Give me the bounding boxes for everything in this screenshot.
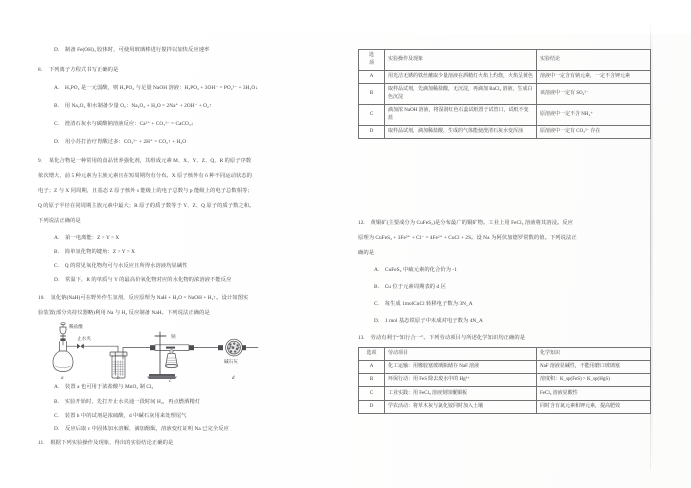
header-option-line1: 选	[368, 53, 374, 59]
q10-option-b-label: B.	[54, 399, 59, 405]
q8-option-b	[54, 104, 338, 110]
q12-option-c-text: 每生成 1molCuCl 转移电子数为 3N_A	[384, 301, 473, 307]
q9-number: 9.	[38, 158, 43, 164]
q9-option-d	[54, 278, 338, 284]
q12-option-a-text: CuFeS₂ 中硫元素的化合价为 -1	[385, 267, 457, 273]
q11-number: 11.	[38, 440, 45, 446]
q8-option-a	[54, 86, 338, 92]
row-a-option: A	[359, 70, 385, 83]
q12-option-c-label: C.	[374, 301, 379, 307]
header-project: 劳动项目	[385, 348, 537, 361]
q8-option-b-label: B.	[54, 103, 59, 109]
row-b-option: B	[359, 84, 385, 105]
header-operation: 实验操作及现象	[385, 50, 537, 71]
q8-option-d-label: D.	[54, 139, 60, 145]
q8-option-c	[54, 122, 338, 128]
q10-option-c-label: C.	[54, 413, 59, 419]
q13-table-wrapper	[358, 347, 650, 414]
q12-option-b	[374, 285, 650, 291]
q12-option-c	[374, 302, 650, 308]
q10-stem-line-2: 验装置(部分夹持仪器略)利用 Na 与 H₂ 反应制备 NaH。下列说法正确的是	[38, 310, 210, 316]
row-d-option: D	[359, 400, 385, 413]
device-letter-a: a	[61, 376, 64, 381]
device-letter-c: c	[169, 379, 172, 384]
q9-option-a-label: A.	[54, 235, 60, 241]
q12-stem-line-2: 原理为 CuFeS₂ + 3Fe³⁺ + Cl⁻ = 4Fe²⁺ + CuCl + 2S。设 Nᴀ 为阿伏加德罗常数的值。下列说法正	[358, 235, 577, 241]
row-b-knowledge: 溶度积：K_sp(FeS) > K_sp(HgS)	[537, 374, 651, 387]
header-knowledge: 化学知识	[537, 348, 651, 361]
q9-option-b	[54, 250, 338, 256]
q9-option-a	[54, 236, 338, 242]
q10-option-a-label: A.	[54, 384, 60, 390]
q12-stem-line-1	[358, 221, 650, 227]
q10-stem-line-1	[38, 296, 338, 302]
table-row	[359, 125, 651, 138]
q7-option-d	[54, 48, 338, 54]
q12-option-a-label: A.	[374, 267, 380, 273]
page-top-shading	[0, 0, 691, 34]
q10-option-d	[54, 427, 338, 433]
table-row	[359, 70, 651, 83]
label-dilute-hydrochloric-acid: 稀盐酸	[69, 324, 83, 329]
table-row	[359, 374, 651, 387]
experiment-conclusion-table	[358, 49, 651, 139]
label-soda-lime: 碱石灰	[224, 359, 238, 364]
q9-stem-line-1	[38, 159, 338, 165]
table-row	[359, 361, 651, 374]
q10-number: 10.	[38, 295, 45, 301]
device-letter-b: b	[117, 376, 120, 381]
row-d-project: 学农活动：将草木灰与氯化铵同时加入土壤	[385, 400, 537, 413]
q8-option-a-text: H₃PO₂ 是一元弱酸，则 H₃PO₂ 与足量 NaOH 溶液：H₃PO₂ + 3OH⁻ = PO₂³⁻ + 3H₂O↓	[65, 85, 258, 91]
row-c-option: C	[359, 104, 385, 125]
q13-stem-text: 劳动有利于“知行合一”。下列劳动项目与所述化学知识均正确的是	[370, 335, 526, 341]
q10-stem-text-1: 氢化钠(NaH)可在野外作生氢剂，反应原理为 NaH + H₂O = NaOH + H₂↑。设计如图实	[50, 295, 249, 301]
row-b-conclusion: 该溶液中一定有 SO₄²⁻	[537, 84, 651, 105]
q13-stem	[358, 336, 650, 342]
q12-option-d-text: 1 mol 基态铁原子中未成对电子数为 4N_A	[385, 318, 483, 324]
q8-option-c-text: 澄清石灰水与碳酸钠溶液反应：Ca²⁺ + CO₃²⁻ = CaCO₃↓	[64, 121, 194, 127]
row-c-knowledge: FeCl₃ 溶液显酸性	[537, 387, 651, 400]
q8-option-d	[54, 140, 338, 146]
q12-option-b-label: B.	[374, 284, 379, 290]
q12-stem-text-1: 黄铜矿(主要成分为 CuFeS₂)是分布最广的铜矿物。工业上用 FeCl₃ 溶液将其溶浸。反应	[370, 220, 574, 226]
q9-option-c	[54, 264, 338, 270]
label-pinch-clamp: 止水夹	[77, 336, 91, 341]
header-option: 选项	[359, 348, 385, 361]
table-row	[359, 387, 651, 400]
table-header-row	[359, 50, 651, 71]
row-a-project: 化工运输：用橡胶塞玻璃瓶储存 NaF 溶液	[385, 361, 537, 374]
q7-option-d-label: D.	[54, 47, 60, 53]
q8-option-b-text: 用 Na₂O₂ 和水制备少量 O₂：Na₂O₂ + H₂O = 2Na⁺ + 2OH⁻ + O₂↑	[64, 103, 212, 109]
row-d-knowledge: 同时含有氮元素和钾元素，提高肥效	[537, 400, 651, 413]
scan-seam-halo	[651, 18, 653, 470]
row-c-project: 工业实践：用 FeCl₃ 溶液刻蚀覆铜板	[385, 387, 537, 400]
row-b-operation: 取样品试剂，先滴加稀盐酸，无沉淀，再滴加 BaCl₂ 溶液，生成白色沉淀	[385, 84, 537, 105]
apparatus-svg	[44, 322, 304, 384]
q9-option-c-label: C.	[54, 263, 59, 269]
q13-number: 13.	[358, 335, 365, 341]
q10-option-d-label: D.	[54, 426, 60, 432]
q9-option-d-text: 常温下，R 的单质与 Y 的最高价氧化物对应的水化物的浓溶液不能反应	[65, 277, 232, 283]
q9-stem-line-4: Q 的原子半径在同周期主族元素中最大；R 原子的质子数等于 Y、Z、Q 原子的质子数之和。	[38, 203, 255, 209]
q10-option-b	[54, 400, 338, 406]
q12-option-b-text: Cu 位于元素周期表的 d 区	[384, 284, 446, 290]
row-b-project: 环保行动：用 FeS 除去废水中的 Hg²⁺	[385, 374, 537, 387]
q9-stem-line-3: 电子；Z 与 X 同周期，且基态 Z 原子核外 s 能级上的电子总数与 p 能级上的电子总数相等；	[38, 188, 253, 194]
table-row	[359, 400, 651, 413]
q8-stem	[38, 68, 338, 74]
row-a-option: A	[359, 361, 385, 374]
q12-option-d-label: D.	[374, 318, 380, 324]
labor-chemistry-table	[358, 347, 651, 414]
row-b-option: B	[359, 374, 385, 387]
q8-number: 8.	[38, 67, 43, 73]
q10-option-a	[54, 385, 338, 391]
q9-option-c-text: Q 的常见氧化物均可与水反应且所得水溶液均显碱性	[64, 263, 188, 269]
q8-option-a-label: A.	[54, 85, 60, 91]
q9-option-b-text: 简单氢化物的键角：Z > Y > X	[64, 249, 136, 255]
row-c-option: C	[359, 387, 385, 400]
q10-option-b-text: 实验开始时，先打开止水夹通一段时间 H₂，再点燃酒精灯	[64, 399, 201, 405]
row-a-conclusion: 溶液中一定含有钠元素，一定不含钾元素	[537, 70, 651, 83]
row-d-conclusion: 原溶液中一定有 CO₃²⁻ 存在	[537, 125, 651, 138]
q10-option-d-text: 反应后取 c 中固体加水溶解，滴加酚酞，溶液变红证明 Na 已完全反应	[65, 426, 229, 432]
table-row	[359, 104, 651, 125]
table-row	[359, 84, 651, 105]
row-c-conclusion: 原溶液中一定不含 NH₄⁺	[537, 104, 651, 125]
header-option	[359, 50, 385, 71]
q10-option-a-text: 装置 a 也可用于浓盐酸与 MnO₂ 制 Cl₂	[65, 384, 154, 390]
q11-stem-text: 根据下列实验操作及现象，得出的实验结论正确的是	[50, 440, 174, 446]
label-sodium: 钠	[171, 334, 176, 339]
header-conclusion: 实验结论	[537, 50, 651, 71]
q11-stem	[38, 441, 338, 447]
q9-option-d-label: D.	[54, 277, 60, 283]
q10-option-c	[54, 414, 338, 420]
nah-preparation-apparatus	[44, 322, 304, 384]
q8-option-c-label: C.	[54, 121, 59, 127]
q9-stem-line-2: 依次增大，前 5 种元素为主族元素且在短周期均有分布。X 原子核外有 6 种不同运动状态的	[38, 173, 252, 179]
q11-table-wrapper	[358, 49, 650, 139]
row-a-knowledge: NaF 溶液显碱性，不能用磨口玻璃塞	[537, 361, 651, 374]
q8-stem-text: 下列离子方程式书写正确的是	[48, 67, 119, 73]
table-header-row	[359, 348, 651, 361]
q8-option-d-text: 用小苏打治疗胃酸过多：CO₃²⁻ + 2H⁺ = CO₂↑ + H₂O	[65, 139, 187, 145]
q9-stem-text-1: 某化合物是一种常用的食品营养强化剂，其组成元素 M、X、Y、Z、Q、R 的原子序数	[48, 158, 252, 164]
q12-option-a	[374, 268, 650, 274]
q9-option-a-text: 第一电离能：Z > Y > X	[65, 235, 120, 241]
q12-number: 12.	[358, 220, 365, 226]
q12-option-d	[374, 319, 650, 325]
row-d-option: D	[359, 125, 385, 138]
q9-option-b-label: B.	[54, 249, 59, 255]
device-letter-d: d	[232, 376, 235, 381]
header-option-line2: 项	[368, 60, 374, 66]
row-d-operation: 取样品试剂，滴加稀盐酸，生成的气体能使澄清石灰水变浑浊	[385, 125, 537, 138]
row-c-operation: 滴加浓 NaOH 溶液，将湿润红色石蕊试纸置于试管口，试纸不变蓝	[385, 104, 537, 125]
q10-option-c-text: 装置 b 中的试剂是浓硫酸，d 中碱石灰用来处理尾气	[64, 413, 187, 419]
q9-stem-line-5: 下列说法正确的是	[38, 218, 81, 224]
q12-stem-line-3: 确的是	[358, 250, 375, 256]
row-a-operation: 用光洁无锈的铁丝蘸取少量溶液在酒精灯火焰上灼烧，火焰呈黄色	[385, 70, 537, 83]
q7-option-d-text: 制备 Fe(OH)₃ 胶体时，可使用玻璃棒进行搅拌以加快反应速率	[65, 47, 210, 53]
